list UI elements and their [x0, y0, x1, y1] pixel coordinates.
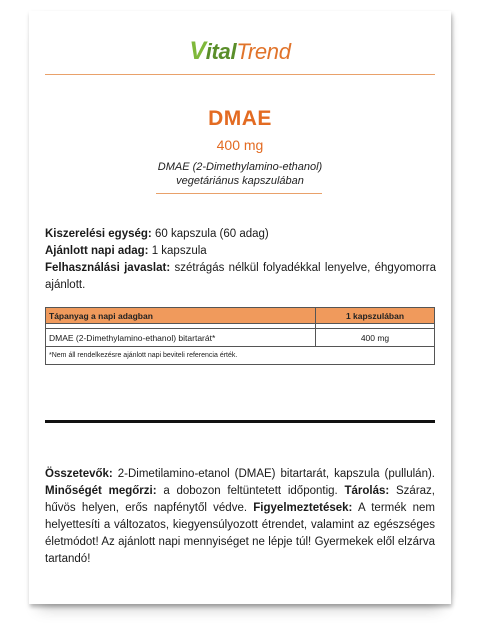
- row-nutrient: DMAE (2-Dimethylamino-ethanol) bitartarát*: [46, 329, 316, 347]
- product-dose: 400 mg: [216, 137, 264, 153]
- subtitle-divider: [156, 193, 322, 194]
- storage-text: Száraz, hűvös helyen, erős napfénytől védve.: [45, 485, 436, 514]
- best-before-label: Minőségét megőrzi:: [45, 485, 157, 497]
- product-info-block: [45, 226, 436, 294]
- usage-label: Felhasználási javaslat:: [45, 262, 171, 274]
- warnings-label: Figyelmeztetések:: [253, 502, 353, 514]
- product-label-card: [29, 11, 451, 604]
- table-row: [46, 329, 435, 347]
- ingredients-text: 2-Dimetilamino-etanol (DMAE) bitartarát, kapszula (pullulán).: [112, 468, 435, 480]
- nutrition-table-header: [46, 308, 435, 324]
- logo-v-letter: V: [189, 37, 206, 65]
- ingredients-block: [45, 466, 435, 568]
- daily-dose-label: Ajánlott napi adag:: [45, 245, 149, 257]
- product-subtitle-line2: vegetáriánus kapszulában: [176, 175, 304, 187]
- logo-ital-text: ital: [205, 39, 237, 64]
- serving-size-value: 60 kapszula (60 adag): [151, 228, 269, 240]
- section-divider: [45, 420, 435, 423]
- logo-trend-text: Trend: [236, 39, 291, 64]
- daily-dose-line: [45, 243, 436, 260]
- product-title: DMAE: [208, 107, 272, 130]
- table-footnote: *Nem áll rendelkezésre ajánlott napi beviteli referencia érték.: [46, 347, 435, 365]
- header-nutrient: Tápanyag a napi adagban: [46, 308, 316, 324]
- daily-dose-value: 1 kapszula: [148, 245, 207, 257]
- ingredients-label: Összetevők:: [45, 468, 113, 480]
- vitaltrend-logo: [29, 38, 451, 65]
- usage-value: szétrágás nélkül folyadékkal lenyelve, éhgyomorra ajánlott.: [45, 262, 436, 291]
- warnings-text: A termék nem helyettesíti a változatos, kiegyensúlyozott étrendet, valamint az egészséges életmódot! Az ajánlott napi mennyiséget ne lépje túl! Gyermekek elől elzárva tartandó!: [45, 502, 435, 565]
- serving-size-label: Kiszerelési egység:: [45, 228, 152, 240]
- serving-size-line: [45, 226, 436, 243]
- best-before-text: a dobozon feltüntetett időpontig.: [156, 485, 345, 497]
- row-amount: 400 mg: [316, 329, 435, 347]
- nutrition-table: [45, 307, 435, 365]
- table-footnote-row: [46, 347, 435, 365]
- storage-label: Tárolás:: [344, 485, 390, 497]
- header-amount: 1 kapszulában: [316, 308, 435, 324]
- product-subtitle-line1: DMAE (2-Dimethylamino-ethanol): [157, 161, 323, 173]
- usage-line: [45, 260, 436, 294]
- logo-divider: [45, 74, 435, 75]
